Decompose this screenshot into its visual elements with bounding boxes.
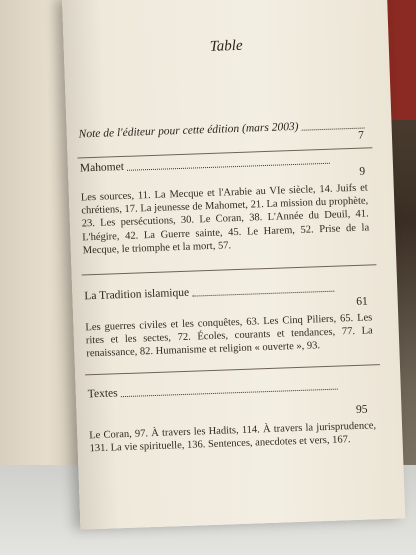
toc-entry-label: Textes bbox=[87, 387, 118, 401]
red-book-spine bbox=[388, 0, 416, 120]
toc-entry-label: La Tradition islamique bbox=[84, 286, 190, 303]
toc-entry-desc: Les guerres civiles et les conquêtes, 63. Les Cinq Piliers, 65. Les rites et les sectes, 72. Écoles, courants et tendances, 77. La renaissance, 82. Humanisme et religion « ouverte », 93. bbox=[85, 312, 373, 360]
toc-entry-page: 95 bbox=[355, 403, 368, 416]
toc-entry-note bbox=[78, 117, 367, 141]
toc-entry-label: Note de l'éditeur pour cette édition (mars 2003) bbox=[78, 120, 299, 141]
toc-entry-desc: Les sources, 11. La Mecque et l'Arabie au VIe siècle, 14. Juifs et chrétiens, 17. La jeunesse de Mahomet, 21. La mission du prophète, 23. Les persécutions, 30. Le Coran, 38. L'Année du Deuil, 41. L'hégire, 42. La Guerre sainte, 45. Le Harem, 52. Prise de la Mecque, le triomphe et la mort, 57. bbox=[80, 182, 370, 257]
divider bbox=[82, 264, 377, 275]
book-page bbox=[62, 0, 405, 530]
toc-entry-page: 7 bbox=[357, 129, 365, 142]
divider bbox=[85, 364, 380, 375]
leader-dots bbox=[192, 291, 334, 297]
toc-entry-tradition bbox=[84, 281, 337, 304]
toc-entry-page: 61 bbox=[356, 295, 368, 308]
page-title: Table bbox=[209, 37, 243, 55]
toc-entry-page: 9 bbox=[359, 165, 366, 178]
leader-dots bbox=[121, 389, 338, 398]
leader-dots bbox=[127, 163, 330, 171]
toc-entry-label: Mahomet bbox=[79, 160, 125, 175]
toc-entry-textes bbox=[88, 379, 341, 402]
leader-dots bbox=[302, 128, 365, 131]
toc-entry-desc: Le Coran, 97. À travers les Hadits, 114. À travers la jurisprudence, 131. La vie spirituelle, 136. Sentences, anecdotes et vers, 167. bbox=[89, 420, 377, 455]
